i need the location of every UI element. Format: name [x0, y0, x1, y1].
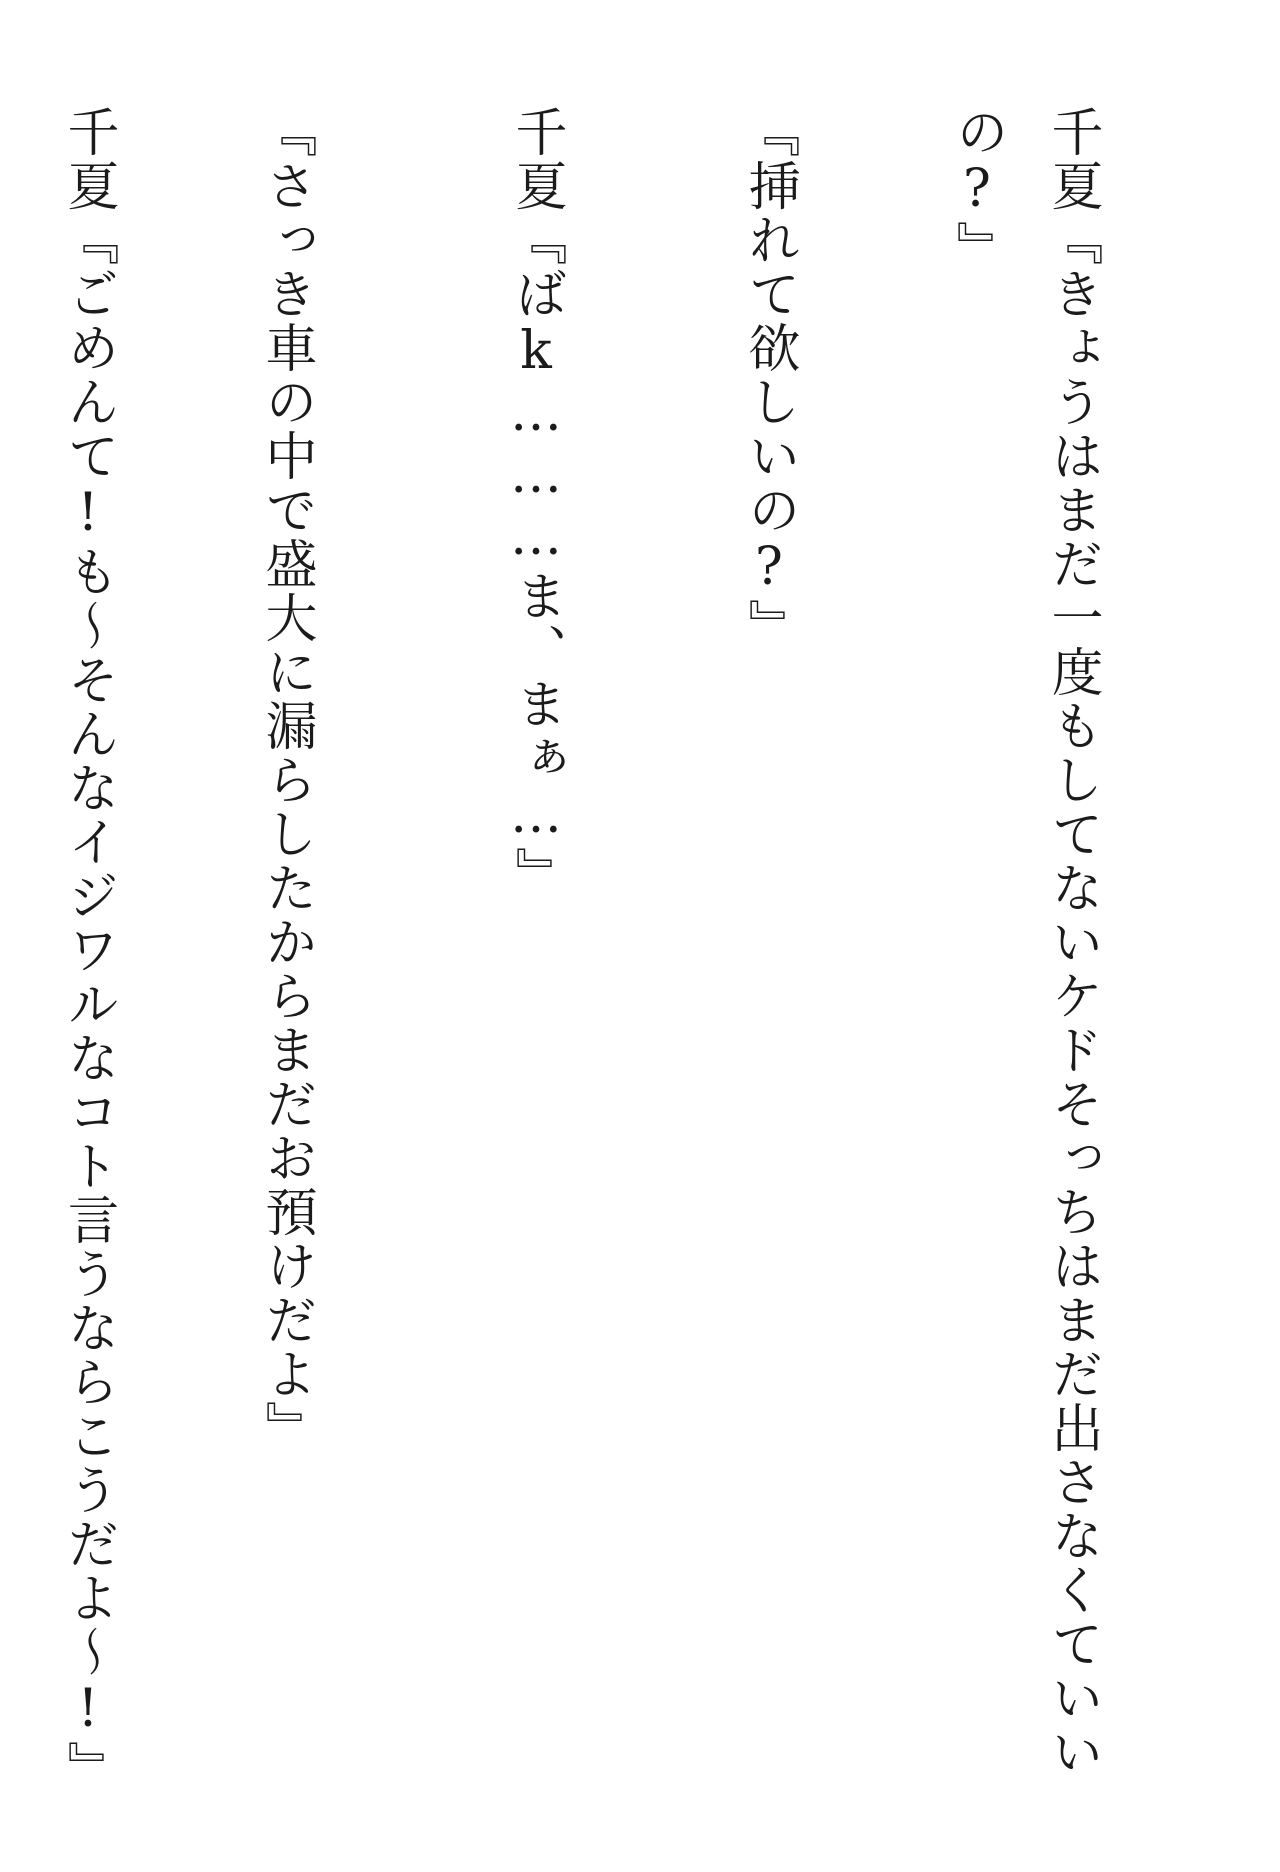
dialogue-line: 千夏『きょうはまだ一度もしてないケドそっちはまだ出さなくていい [1042, 105, 1102, 1779]
dialogue-line: 『さっき車の中で盛大に漏らしたからまだお預けだよ』 [256, 105, 316, 1455]
dialogue-line: 千夏『ばk………ま、まぁ…』 [506, 105, 566, 901]
dialogue-paragraph-2 [721, 105, 834, 1812]
dialogue-paragraph-5 [40, 105, 135, 1812]
dialogue-paragraph-1 [929, 105, 1119, 1812]
dialogue-line: 『挿れて欲しいの?』 [739, 105, 799, 653]
dialogue-paragraph-4 [238, 105, 351, 1812]
dialogue-line-wrap: の?』 [947, 105, 1007, 275]
dialogue-paragraph-3 [488, 105, 583, 1812]
dialogue-text-flow [40, 105, 1119, 1812]
dialogue-line: 千夏『ごめんて!も〜そんなイジワルなコト言うならこうだよ〜!』 [58, 105, 118, 1795]
